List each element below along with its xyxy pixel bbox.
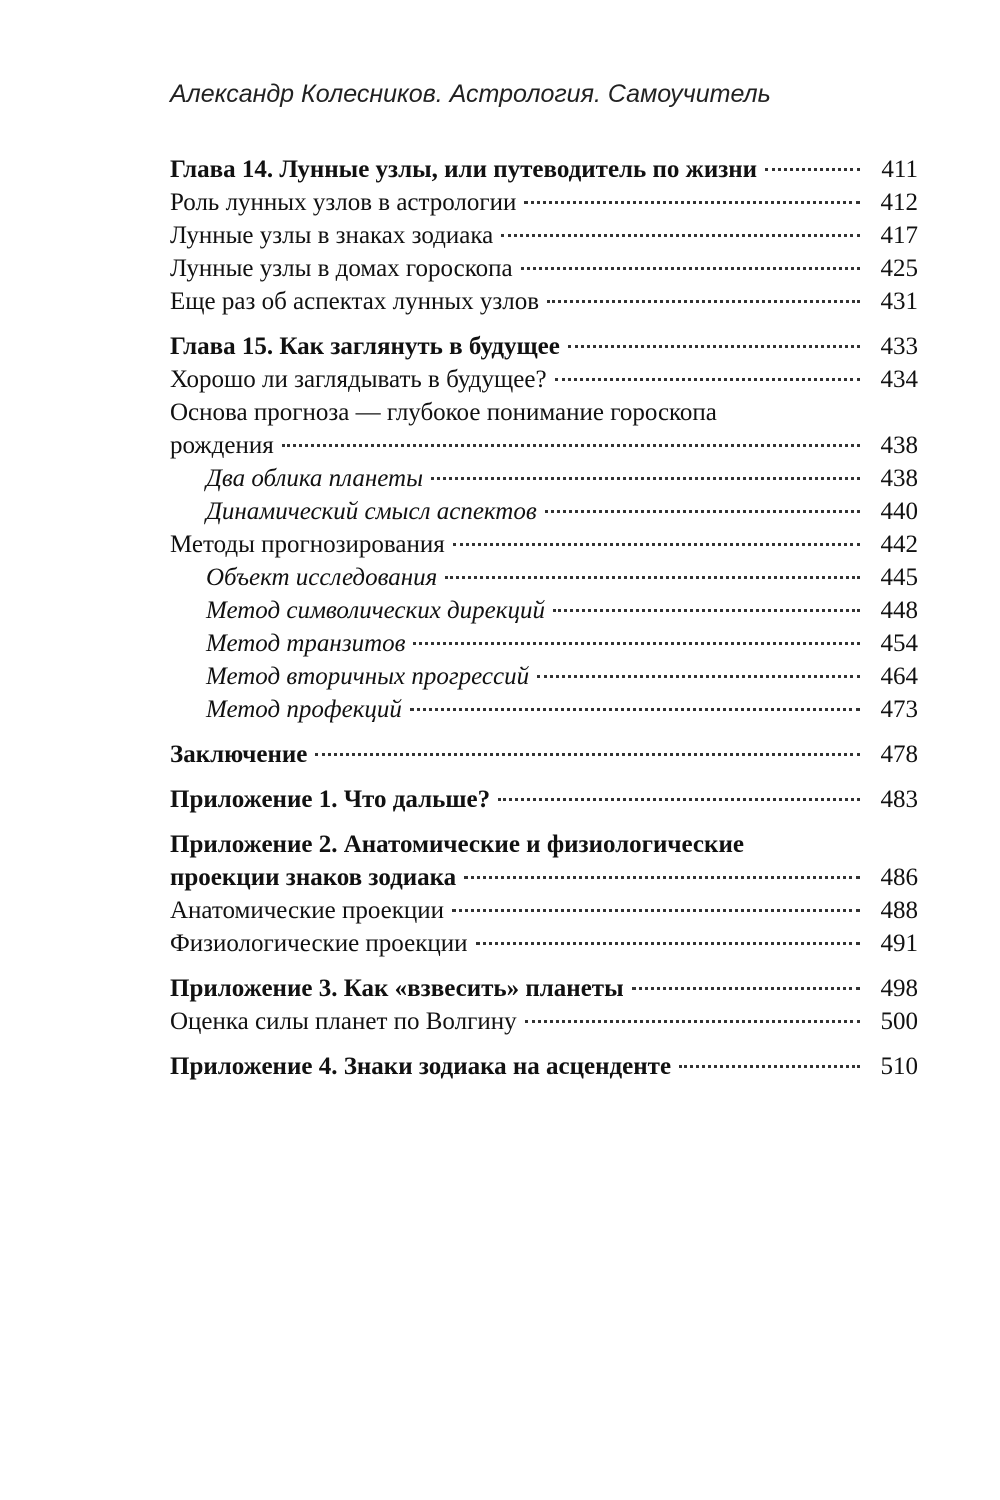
toc-entry-title-line[interactable]: Приложение 2. Анатомические и физиологические: [170, 831, 744, 858]
toc-entry[interactable]: [170, 561, 918, 594]
dot-leader: [524, 201, 860, 204]
dot-leader: [452, 909, 860, 912]
toc-entry-title: Метод транзитов: [206, 630, 406, 657]
toc-chapter-14: [170, 153, 918, 318]
toc-entry[interactable]: [170, 1050, 918, 1083]
dot-leader: [413, 642, 860, 645]
toc-entry[interactable]: [170, 1005, 918, 1038]
toc-entry[interactable]: [170, 186, 918, 219]
dot-leader: [464, 876, 860, 879]
toc-entry-title: Роль лунных узлов в астрологии: [170, 189, 517, 216]
toc-appendix-2: [170, 828, 918, 960]
toc-page-number: 478: [880, 741, 918, 768]
dot-leader: [445, 576, 860, 579]
dot-leader: [501, 234, 860, 237]
toc-entry[interactable]: [170, 462, 918, 495]
toc-entry-title: Динамический смысл аспектов: [206, 498, 537, 525]
toc-entry[interactable]: [170, 627, 918, 660]
toc-page-number: 464: [880, 663, 918, 690]
toc-entry-title: рождения: [170, 432, 274, 459]
toc-appendix-1: [170, 783, 918, 816]
toc-appendix-4: [170, 1050, 918, 1083]
toc-page-number: 486: [880, 864, 918, 891]
toc-chapter-15: [170, 330, 918, 726]
toc-entry[interactable]: [170, 783, 918, 816]
toc-entry-title: Физиологические проекции: [170, 930, 468, 957]
toc-entry[interactable]: [170, 363, 918, 396]
toc-page-number: 438: [880, 432, 918, 459]
toc-entry[interactable]: [170, 330, 918, 363]
toc-entry-title: Приложение 1. Что дальше?: [170, 786, 491, 813]
dot-leader: [547, 300, 860, 303]
toc-entry-title: Хорошо ли заглядывать в будущее?: [170, 366, 547, 393]
toc-page-number: 411: [881, 156, 918, 183]
toc-page-number: 491: [880, 930, 918, 957]
toc-page-number: 473: [880, 696, 918, 723]
toc-entry[interactable]: [170, 153, 918, 186]
toc-entry-title: Глава 15. Как заглянуть в будущее: [170, 333, 560, 360]
dot-leader: [498, 798, 860, 801]
toc-entry-title: Метод вторичных прогрессий: [206, 663, 530, 690]
dot-leader: [537, 675, 860, 678]
toc-page-number: 445: [880, 564, 918, 591]
toc-page-number: 434: [880, 366, 918, 393]
toc-entry[interactable]: [170, 738, 918, 771]
toc-entry[interactable]: [170, 927, 918, 960]
toc-entry-title: Объект исследования: [206, 564, 438, 591]
toc-entry[interactable]: [170, 252, 918, 285]
toc-page-number: 442: [880, 531, 918, 558]
toc-entry[interactable]: [170, 660, 918, 693]
dot-leader: [765, 168, 860, 171]
toc-entry[interactable]: [170, 285, 918, 318]
toc-entry-title-line[interactable]: Основа прогноза — глубокое понимание гороскопа: [170, 399, 717, 426]
toc-page-number: 454: [880, 630, 918, 657]
toc-entry-title: Методы прогнозирования: [170, 531, 445, 558]
dot-leader: [525, 1020, 860, 1023]
toc-entry-title: Лунные узлы в знаках зодиака: [170, 222, 494, 249]
toc-entry[interactable]: [170, 594, 918, 627]
toc-entry-title: Анатомические проекции: [170, 897, 445, 924]
toc-page-number: 440: [880, 498, 918, 525]
running-head: Александр Колесников. Астрология. Самоучитель: [170, 80, 771, 108]
toc-page-number: 425: [880, 255, 918, 282]
toc-entry[interactable]: [170, 972, 918, 1005]
dot-leader: [410, 708, 860, 711]
toc-entry-title: Метод профекций: [206, 696, 402, 723]
toc-page-number: 483: [880, 786, 918, 813]
toc-entry-title: Лунные узлы в домах гороскопа: [170, 255, 513, 282]
dot-leader: [282, 444, 860, 447]
toc-entry-title: проекции знаков зодиака: [170, 864, 457, 891]
toc-page-number: 498: [880, 975, 918, 1002]
dot-leader: [632, 987, 860, 990]
toc-entry-title: Оценка силы планет по Волгину: [170, 1008, 517, 1035]
toc-entry[interactable]: [170, 495, 918, 528]
toc-entry[interactable]: [170, 894, 918, 927]
toc-entry-title: Заключение: [170, 741, 308, 768]
dot-leader: [476, 942, 861, 945]
toc-page-number: 431: [880, 288, 918, 315]
toc-entry[interactable]: [170, 693, 918, 726]
toc-page-number: 438: [880, 465, 918, 492]
toc-page-number: 417: [880, 222, 918, 249]
dot-leader: [555, 378, 860, 381]
toc-page-number: 412: [880, 189, 918, 216]
toc-page-number: 510: [880, 1053, 918, 1080]
dot-leader: [453, 543, 860, 546]
toc-page-number: 488: [880, 897, 918, 924]
toc-entry[interactable]: [170, 861, 918, 894]
toc-entry-title: Приложение 4. Знаки зодиака на асценденте: [170, 1053, 672, 1080]
toc-entry-title: Еще раз об аспектах лунных узлов: [170, 288, 540, 315]
dot-leader: [679, 1065, 860, 1068]
dot-leader: [545, 510, 860, 513]
toc-page-number: 448: [880, 597, 918, 624]
toc-entry-title: Два облика планеты: [206, 465, 424, 492]
toc-conclusion: [170, 738, 918, 771]
toc-entry[interactable]: [170, 429, 918, 462]
toc-entry[interactable]: [170, 219, 918, 252]
table-of-contents: [170, 153, 918, 1083]
dot-leader: [431, 477, 860, 480]
dot-leader: [553, 609, 860, 612]
toc-page-number: 433: [880, 333, 918, 360]
toc-appendix-3: [170, 972, 918, 1038]
toc-entry-title: Метод символических дирекций: [206, 597, 545, 624]
toc-entry-title: Приложение 3. Как «взвесить» планеты: [170, 975, 624, 1002]
toc-page-number: 500: [880, 1008, 918, 1035]
dot-leader: [521, 267, 860, 270]
toc-entry[interactable]: [170, 528, 918, 561]
dot-leader: [315, 753, 860, 756]
dot-leader: [568, 345, 860, 348]
toc-entry-title: Глава 14. Лунные узлы, или путеводитель по жизни: [170, 156, 758, 183]
